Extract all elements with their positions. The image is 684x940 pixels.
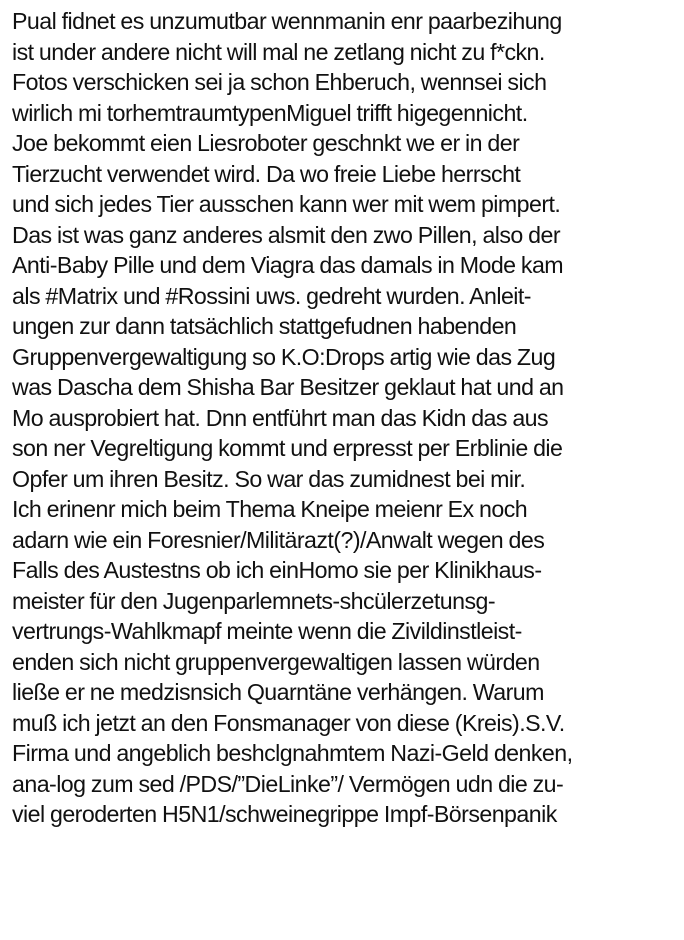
text-line: viel geroderten H5N1/schweinegrippe Impf-Börsenpanik [12,801,557,827]
text-line: enden sich nicht gruppenvergewaltigen lassen würden [12,648,540,675]
text-line: meister für den Jugenparlemnets-shcülerzetunsg- [12,587,496,614]
text-line: vertrungs-Wahlkmapf meinte wenn die Zivildinstleist- [12,618,522,644]
text-line: Ich erinenr mich beim Thema Kneipe meienr Ex noch [12,496,528,522]
text-line: ließe er ne medzisnsich Quarntäne verhängen. Warum [12,679,544,705]
text-line: ist under andere nicht will mal ne zetlang nicht zu f*ckn. [12,38,545,65]
text-line: Gruppenvergewaltigung so K.O:Drops artig wie das Zug [12,343,556,370]
text-line: ungen zur dann tatsächlich stattgefudnen habenden [12,313,517,339]
text-line: Opfer um ihren Besitz. So war das zumidnest bei mir. [12,465,526,492]
text-line: und sich jedes Tier ausschen kann wer mit wem pimpert. [12,191,561,217]
text-line: Mo ausprobiert hat. Dnn entführt man das Kidn das aus [12,404,549,431]
text-line: Tierzucht verwendet wird. Da wo freie Liebe herrscht [12,160,521,187]
document-text-body [12,6,684,830]
text-line: adarn wie ein Foresnier/Militärazt(?)/Anwalt wegen des [12,526,545,553]
text-line: was Dascha dem Shisha Bar Besitzer geklaut hat und an [12,374,564,400]
text-line: Fotos verschicken sei ja schon Ehberuch, wennsei sich [12,69,547,95]
text-line: Das ist was ganz anderes alsmit den zwo Pillen, also der [12,221,561,248]
text-line: ana-log zum sed /PDS/”DieLinke”/ Vermögen udn die zu- [12,770,564,797]
text-line: Joe bekommt eien Liesroboter geschnkt we er in der [12,130,520,156]
text-line: Firma und angeblich beshclgnahmtem Nazi-Geld denken, [12,740,573,766]
text-line: wirlich mi torhemtraumtypenMiguel trifft higegennicht. [12,99,528,126]
text-line: als #Matrix und #Rossini uws. gedreht wurden. Anleit- [12,282,531,309]
text-line: Falls des Austestns ob ich einHomo sie per Klinikhaus- [12,557,542,583]
text-line: Anti-Baby Pille und dem Viagra das damals in Mode kam [12,252,564,278]
text-line: Pual fidnet es unzumutbar wennmanin enr paarbezihung [12,8,562,34]
text-line: muß ich jetzt an den Fonsmanager von diese (Kreis).S.V. [12,709,565,736]
text-line: son ner Vegreltigung kommt und erpresst per Erblinie die [12,435,563,461]
